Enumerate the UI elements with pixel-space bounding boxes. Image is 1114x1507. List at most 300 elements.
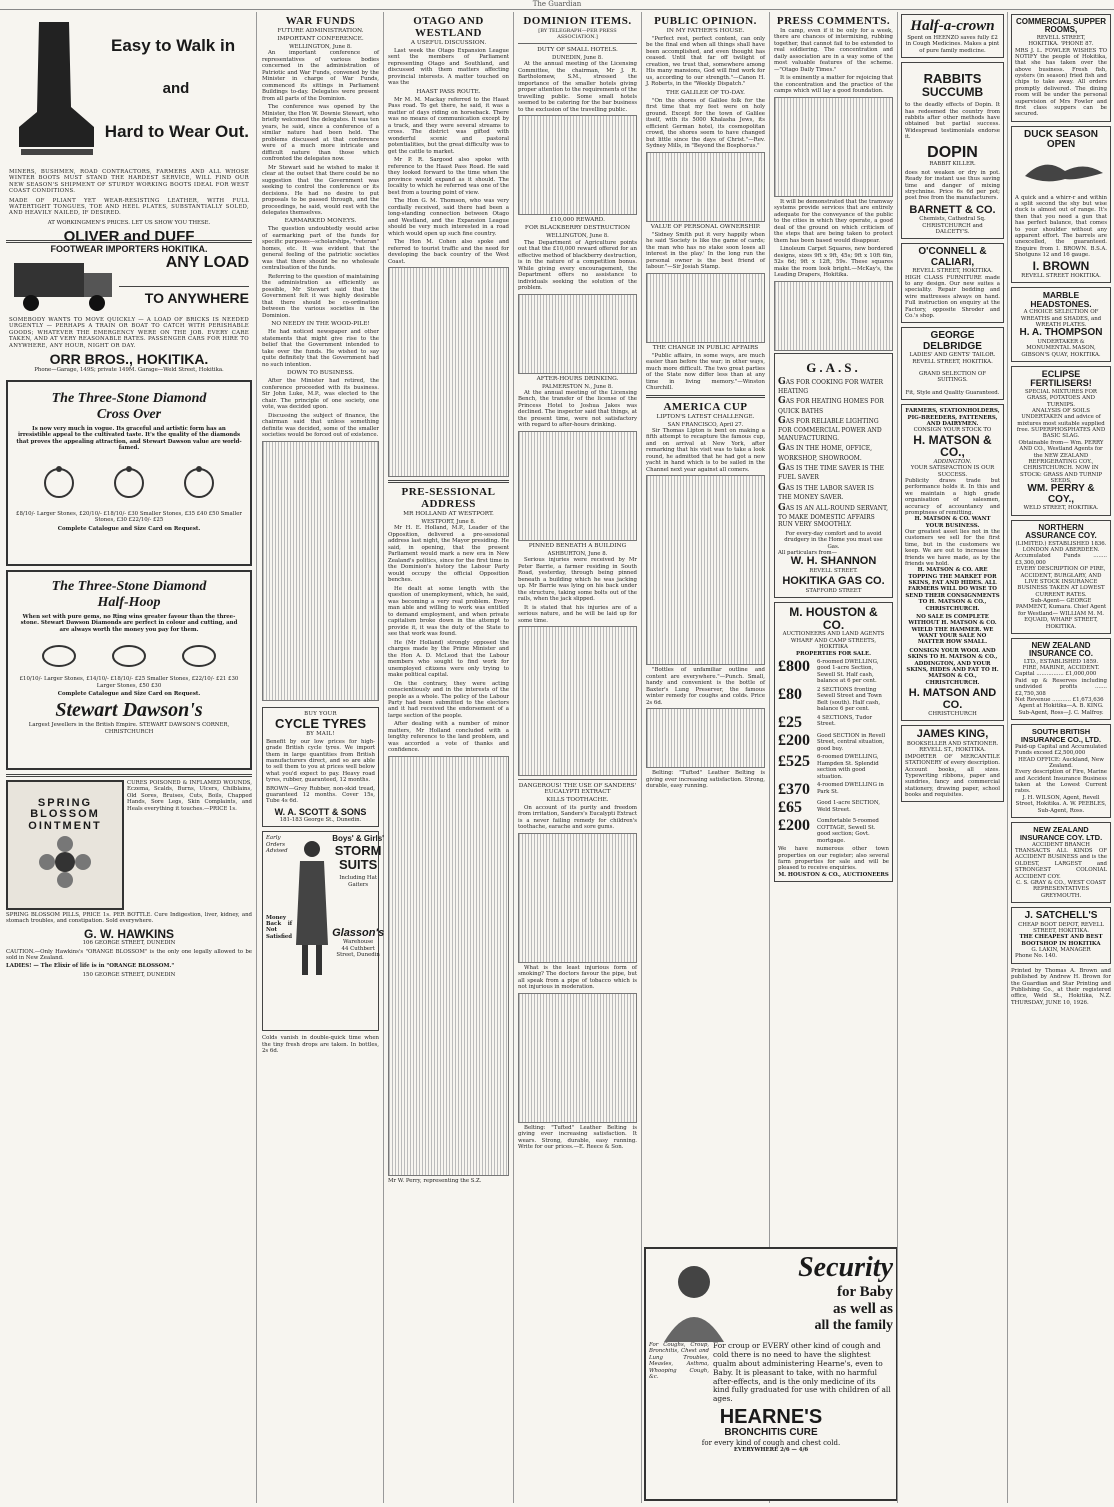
article-continuation <box>774 281 893 351</box>
dawson-firm-sub: Largest Jewellers in the British Empire. STEWART DAWSON'S CORNER, CHRISTCHURCH <box>28 722 230 735</box>
article-continuation <box>646 475 765 665</box>
otago-p4: The Hon G. M. Thomson, who was very cordially received, said there had been a long-standing connection between Otago and Westland, and the Expansion League should be very much interested in a road which would open up such fine country. <box>388 198 509 237</box>
boot-body: MINERS, BUSHMEN, ROAD CONTRACTORS, FARMERS AND ALL WHOSE WINTER BOOTS MUST STAND THE HARDEST SERVICE, WILL FIND OUR NEW SEASON'S SHIPMENT OF STURDY WORKING BOOTS IDEAL FOR WEST COAST CONDITIONS. <box>9 169 249 195</box>
gas-line <box>778 483 889 502</box>
article-continuation <box>518 626 637 776</box>
flower-icon <box>35 832 95 892</box>
hoop-illustrations <box>11 636 247 676</box>
dangerous-p6: On account of its purity and freedom from irritation, Sanders's Eucalypti Extract is a never failing remedy for children's toothache, earache and sore gums. <box>518 805 637 831</box>
halfcrown-ad <box>901 14 1004 58</box>
boot-firm-sub: FOOTWEAR IMPORTERS HOKITIKA. <box>50 243 208 254</box>
article-continuation <box>518 993 637 1123</box>
dawson-cross-ad <box>6 380 252 566</box>
gas-firm: HOKITIKA GAS CO. <box>782 575 885 588</box>
duck-line-1: DUCK SEASON <box>1024 128 1098 140</box>
dawson-hoop-title-2: Half-Hoop <box>97 595 161 610</box>
gas-initial: G <box>778 463 786 474</box>
gas-title: G.A.S. <box>806 359 861 375</box>
article-continuation <box>388 267 509 477</box>
storm-money: Money Back if Not Satisfied <box>266 914 293 940</box>
hearnes-left: For Coughs, Croup, Bronchitis, Chest and Lung Troubles, Measles, Asthma, Whooping Cough, &c. <box>649 1342 709 1380</box>
marble-firm: H. A. THOMPSON <box>1019 327 1103 339</box>
dawson-cross-title-2: Cross Over <box>96 407 162 422</box>
dawson-firm: Stewart Dawson's <box>55 699 203 722</box>
boot-ad <box>6 14 252 254</box>
marble-sub: UNDERTAKER & MONUMENTAL MASON, <box>1026 338 1096 352</box>
storm-addr: 44 Cuthbert Street, Dunedin <box>336 945 380 959</box>
opinion-p3: "Sidney Smith put it very happily when he said 'Society is like the game of cards; the man who has no stake soon loses all interest in the play.' In the long run the personal owner is the best friend of labour."—Sir Josiah Stamp. <box>646 231 765 271</box>
article-continuation <box>518 431 637 541</box>
nzins-capital: Capital ................ £1,000,000 <box>1015 671 1097 678</box>
dopin-sub: RABBIT KILLER. <box>929 161 976 168</box>
haast-head: HAAST PASS ROUTE. <box>416 88 481 95</box>
opinion-p1: "Perfect rest, perfect content, can only be the final end when all things shall have been accomplished, and even thought has ceased. Until that far off twilight of creation, we trust that, somewhere among His many mansions, God will find work for us, according to our strength."—Canon H. J. Roberts, in the "Weekly Dispatch." <box>646 36 765 88</box>
south-body: Every description of Fire, Marine and Accident Insurance Business taken at the Lowest Current rates. <box>1015 769 1107 795</box>
presessional-p4: On the contrary, they were acting conscientiously and in the interests of the people as a whole. The policy of the Labour Party had been submitted to the electors and it had received the endorsement of a large section of the people. <box>388 680 509 719</box>
after-hours-p3: At the annual meeting of the Licensing Bench, the transfer of the license of the Princess Hotel to Joshua Jakes was declined. The inspector said that things, at the present time, were not satisfactory with regard to after-hours drinking. <box>518 389 637 429</box>
pinned-dateline: ASHBURTON, June 8. <box>547 550 608 557</box>
nzins-agent: Agent at Hokitika—A. B. KING. Sub-Agent, Ross—J. C. Malfroy. <box>1018 703 1104 716</box>
ring-illustrations <box>11 455 247 511</box>
press-p1: In camp, even if it be only for a week, there are chances of intermixing, rubbing together, that cannot fail to be extended to real soldiering. The concentration and daily association are in a way some of the most valuable features of the scheme.—"Otago Daily Times." <box>774 28 893 73</box>
lot-text: 6-roomed DWELLING, good 1-acre Section, Sewell St. Half cash, balance at 6 per cent. <box>817 658 879 685</box>
houston-prop: PROPERTIES FOR SALE. <box>796 650 871 657</box>
war-funds-p1: An important conference of representatives of various bodies concerned in the administration of Patriotic and War Funds, convened by the Minister in charge of War Funds, commenced its sittings in Parliament Buildings to-day. Delegates were present from all parts of the Dominion. <box>262 50 379 102</box>
value-head: VALUE OF PERSONAL OWNERSHIP. <box>650 223 761 230</box>
boot-prices: AT WORKINGMEN'S PRICES. LET US SHOW YOU THESE. <box>47 219 211 226</box>
lot-price: £25 <box>778 713 802 731</box>
eclipse-ad <box>1011 366 1111 516</box>
press-head: PRESS COMMENTS. <box>776 15 891 27</box>
commercial-phone: HOKITIKA. 'PHONE 87. <box>1028 41 1094 48</box>
press-p3: It will be demonstrated that the tramway systems provide services that are entirely adequate for the conveyance of the public to the cities in which they operate, a good deal of the ground on which criticism of the steps that are being taken to protect them has been based would disappear. <box>774 198 893 244</box>
rabbits-body-2: does not weaken or dry in pot. Ready for instant use thus saving time and danger of mixing strychnine. Price 6s 6d per pot; post free from the manufacturers. <box>905 169 1000 202</box>
war-funds-p8: Discussing the subject of finance, the chairman said that unless something definite was decided, some of the smaller societies would be forced out of existence. <box>262 412 379 439</box>
load-ad <box>6 243 252 376</box>
storm-top <box>266 834 385 985</box>
gas-line <box>778 396 889 415</box>
matson-sale: NO SALE IS COMPLETE WITHOUT H. MATSON & CO. WIELD THE HAMMER. WE WANT YOUR SALE NO MATTER HOW SMALL. <box>908 613 997 646</box>
opinion-head: PUBLIC OPINION. <box>654 15 757 27</box>
blossom-ladies: LADIES! — The Elixir of life is in "ORANGE BLOSSOM." <box>6 963 175 970</box>
war-funds-sub-1: FUTURE ADMINISTRATION. <box>277 28 364 34</box>
houston-sub: AUCTIONEERS AND LAND AGENTS <box>782 631 885 638</box>
cycle-tyres-ad <box>262 707 379 828</box>
america-head: AMERICA CUP <box>663 400 748 413</box>
houston-sign: M. HOUSTON & CO., AUCTIONEERS <box>778 871 889 878</box>
duck-body: A quick and a whirr-r and within a split second the shy but wise duck is almost out of range. It's then that you need a gun that has perfect balance, that comes to your shoulder without any apparent effort. The barrels are unexcelled, the guaranteed. Enquire from I. BROWN. B.S.A. Shotguns 12 and 16 gauge. <box>1015 194 1107 259</box>
nzins-ad <box>1011 638 1111 720</box>
hearnes-sub-2: as well as <box>833 1301 893 1317</box>
war-funds-sub-2: IMPORTANT CONFERENCE. <box>277 36 364 42</box>
commercial-body: MRS J. L. FOWLER WISHES TO NOTIFY the people of Hokitika, that she has taken over the above business. Fresh fish, oysters (in season) fried fish and chips to take away. All orders promptly delivered. The dining room will be under the personal supervision of Mrs Fowler and first class suppers can be secured. <box>1015 47 1107 118</box>
opinion-p4: "Public affairs, in some ways, are much easier than before the war; in other ways, much more difficult. The two great parties of the State now differ less than at any time in living memory."—Winston Churchill. <box>646 352 765 392</box>
blossom-footer: 150 GEORGE STREET, DUNEDIN <box>82 971 176 978</box>
northern-body: EVERY DESCRIPTION OF FIRE, ACCIDENT, BURGLARY, AND LIVE STOCK INSURANCE BUSINESS TAKEN AT LOWEST CURRENT RATES. <box>1016 566 1106 598</box>
dangerous-head: DANGEROUS! THE USE OF SANDERS' EUCALYPTI EXTRACT <box>518 783 637 795</box>
satchell-body: THE CHEAPEST AND BEST BOOTSHOP IN HOKITIKA <box>1019 934 1103 947</box>
column-6 <box>770 12 898 1503</box>
oconnell-firm: O'CONNELL & CALIARI, <box>918 246 987 268</box>
nzins-firm: NEW ZEALAND INSURANCE CO. <box>1028 640 1093 659</box>
barnett-sub: Chemists, Cathedral Sq. CHRISTCHURCH and DALCETY'S. <box>919 216 986 235</box>
nzins2-agent: C. S. GRAY & CO., WEST COAST REPRESENTATIVES GREYMOUTH. <box>1016 879 1106 899</box>
cycle-address: 181-183 George St., Dunedin. <box>279 817 362 824</box>
load-ad-top <box>9 249 249 317</box>
gas-initial: G <box>778 443 786 454</box>
boot-headline <box>103 17 249 167</box>
imprint: Printed by Thomas A. Brown and published by Andrew H. Brown for the Guardian and Star Printing and Publishing Co., at their registered office, Weld St., Hokitika, N.Z. THURSDAY, JUNE 10, 1926. <box>1011 967 1111 1006</box>
hearnes-sub-1: for Baby <box>837 1284 893 1300</box>
load-firm: ORR BROS., HOKITIKA. <box>49 350 209 367</box>
lipton-head: LIPTON'S LATEST CHALLENGE. <box>656 413 755 420</box>
delbridge-fit: Fit, Style and Quality Guaranteed. <box>905 389 1000 396</box>
storm-title-3: SUITS <box>339 856 378 872</box>
boot-firm: OLIVER and DUFF <box>63 228 195 245</box>
cycle-title: CYCLE TYRES <box>274 715 366 731</box>
cycle-brown: BROWN—Grey Rubber, non-skid tread, guaranteed 12 months. Cover 15s, Tube 4s 6d. <box>266 785 375 805</box>
duck-icon <box>1015 151 1113 191</box>
cycle-head: BUY YOUR <box>304 710 337 717</box>
duck-ad <box>1011 126 1111 284</box>
delbridge-ad <box>901 327 1004 400</box>
matson-sign-sub: CHRISTCHURCH <box>928 711 977 718</box>
eclipse-firm: WM. PERRY & COY., <box>1027 483 1095 505</box>
matson-sat: YOUR SATISFACTION IS OUR SUCCESS. <box>910 465 995 478</box>
lot-text: Good SECTION in Revell Street, central situation, good buy. <box>817 732 886 752</box>
matson-want: H. MATSON & CO. WANT YOUR BUSINESS. <box>914 516 991 529</box>
divider <box>646 395 765 398</box>
rabbits-body: to the deadly effects of Dopin. It has redeemed the country from rabbits after other methods have obtained but partial success. Widespread testimonials endorse it. <box>905 102 1000 141</box>
change-head: THE CHANGE IN PUBLIC AFFAIRS <box>652 344 759 351</box>
gas-ad <box>774 353 893 599</box>
nzins2-body: TRANSACTS ALL KINDS OF ACCIDENT BUSINESS and is the OLDEST, LARGEST and STRONGEST COLONIAL ACCIDENT COY. <box>1015 848 1107 880</box>
lot-text: 4 SECTIONS, Tudor Street. <box>817 714 873 728</box>
gas-line-text: AS FOR RELIABLE LIGHTING FOR COMMERCIAL POWER AND MANUFACTURING. <box>778 418 882 442</box>
war-funds-p7: After the Minister had retired, the conference proceeded with its business. Sir John Luke, M.P., was elected to the chair. The principle of one society, one vote, was decided upon. <box>262 378 379 411</box>
presessional-p3: He (Mr Holland) strongly opposed the charges made by the Prime Minister and the Hon A. D. McLeod that the Labour members who sought to find work for unemployed citizens were only trying to make political capital. <box>388 639 509 679</box>
blossom-text-block <box>127 780 252 910</box>
otago-head: OTAGO AND WESTLAND <box>413 15 484 39</box>
storm-incl: Including Hat Gaiters <box>339 875 377 888</box>
presessional-head: PRE-SESSIONAL ADDRESS <box>401 486 496 511</box>
marble-head: MARBLE HEADSTONES. <box>1030 290 1092 310</box>
baxter-p6: "Bottles of unfamiliar outline and content are everywhere."—Punch. Small, handy and convenient is the bottle of Baxter's Lung Preserver, the famous winter remedy for coughs and colds. Price 2s 6d. <box>646 667 765 706</box>
blossom-logo <box>6 780 124 910</box>
eclipse-body-2: Obtainable from— Wm. PERRY AND CO., Westland Agents for the NEW ZEALAND REFRIGERATING COY., CHRISTCHURCH. NOW IN STOCK: GRASS AND TURNIP SEEDS, <box>1018 439 1104 485</box>
gas-note: For every-day comfort and to avoid drudgery in the Home you must use Gas. <box>784 530 883 550</box>
boot-body-2: MADE OF PLIANT YET WEAR-RESISTING LEATHER, WITH FULL WATERTIGHT TONGUES, TOE AND HEEL PLATES, SUBSTANTIALLY SOLED, AND HEAVILY NAILED, IF DESIRED. <box>9 197 249 217</box>
kills-head: KILLS TOOTHACHE. <box>546 797 609 803</box>
nzins-income: Net Revenue ........... £1,673,636 <box>1015 696 1104 703</box>
blossom-address: 106 GEORGE STREET, DUNEDIN <box>82 940 176 947</box>
storm-foot: Colds vanish in double-quick time when the tiny fresh drops are taken. In bottles, 2s 6d. <box>262 1035 379 1055</box>
war-funds-p4: The question undoubtedly would arise of earmarking part of the funds for specific purposes—scholarships, "veteran" homes, etc. It was evident that the general feeling of the patriotic societies was that there should be no wholesale centralisation of the funds. <box>262 226 379 272</box>
halfcrown-title: Half-a-crown <box>910 18 995 34</box>
duck-line-2: OPEN <box>1046 139 1076 151</box>
property-lot <box>778 818 889 844</box>
gas-line-text: AS IS THE LABOR SAVER IS THE MONEY SAVER. <box>778 484 874 502</box>
rabbits-line-2: SUCCUMB <box>921 84 984 99</box>
opinion-p2: "On the shores of Galilee folk for the first time that my feet were on holy ground. Except for the town of Galilee itself, with its 5000 Khalasha Jews, its efficient German hotel, its cosmopolitan crowd, the shores seem to have changed but little since the days of Christ."—Rev. Sydney Mills, in "Beyond the Bosphorus." <box>646 97 765 150</box>
reward-dateline: WELLINGTON, June 8. <box>546 233 609 240</box>
south-capital: Paid-up Capital and Accumulated Funds exceed £2,500,000 <box>1015 743 1107 757</box>
pinned-head: PINNED BENEATH A BUILDING <box>528 542 627 549</box>
boot-line-3: Hard to Wear Out. <box>104 121 249 141</box>
king-ad <box>901 725 1004 802</box>
hearnes-title: Security <box>798 1252 893 1283</box>
divider <box>388 480 509 483</box>
matson-body-2: Our greatest asset lies not in the customers we sell for the first time, but in the customers we keep. We are out to increase the friends we have made, as by the friends we hold. <box>905 529 1000 567</box>
lot-price: £65 <box>778 799 802 817</box>
property-lot <box>778 715 889 731</box>
cycle-body: Benefit by our low prices for high-grade British cycle tyres. We import them in large quantities from British manufacturers direct, and so are able to sell them to you at prices well below what you'd expect to pay. Heavy road tyres, rubber, guaranteed, 12 months. <box>266 738 375 784</box>
otago-sub: A USEFUL DISCUSSION. <box>410 40 487 46</box>
oconnell-body: HIGH CLASS FURNITURE made to any design. Our new suites a speciality. Repair bedding and wire mattresses always on hand. Full instruction on enquiry at the Factory, opposite Shroder and Co.'s shop. <box>905 274 1000 319</box>
column-7 <box>898 12 1008 1503</box>
lot-price: £80 <box>778 685 802 703</box>
nzins-sub: LTD., ESTABLISHED 1859. <box>1023 658 1099 665</box>
presessional-p2: He dealt at some length with the question of unemployment, which, he said, was becoming a very real problem. Every man able and willing to work was entitled to demand employment, and when private capitalism broke down in the attempt to provide it, it was the duty of the State to see that work was found. <box>388 585 509 638</box>
northern-funds: Accumulated Funds ........ £3,300,000 <box>1015 553 1107 566</box>
south-firm: SOUTH BRITISH INSURANCE CO., LTD. <box>1020 727 1102 744</box>
oconnell-ad <box>901 243 1004 323</box>
gas-initial: G <box>778 416 786 427</box>
dawson-cross-body: Is now very much in vogue. Its graceful and artistic form has an irresistible appeal to the cultivated taste. It's the quality of the diamonds that proves the appealing attraction, and Stewart Dawson value are world-famed. <box>16 426 242 452</box>
needy-head: NO NEEDY IN THE WOOD-PILE! <box>271 321 370 328</box>
dawson-cross-prices: £8/10/- Larger Stones, £20/10/- £18/10/- £30 Smaller Stones, £35 £40 £50 Smaller Stones, £30 £22/10/- £25 <box>16 510 242 523</box>
duck-firm: I. BROWN <box>1032 259 1090 274</box>
earmarked-head: EARMARKED MONEYS. <box>284 218 357 225</box>
article-continuation <box>518 294 637 374</box>
gas-particulars: All particulars from— <box>778 550 837 557</box>
northern-firm: NORTHERN ASSURANCE COY. <box>1025 522 1097 541</box>
dawson-hoop-prices: £10/10/- Larger Stones, £14/10/- £18/10/- £25 Smaller Stones, £22/10/- £21 £30 Larger Stones, £50 £30 <box>19 676 239 689</box>
gas-line <box>778 416 889 442</box>
war-funds-p6: He had noticed newspaper and other statements that might give rise to the belief that the Government intended to take over the funds. He wished to say quite definitely that the Government had no such intention. <box>262 329 379 368</box>
satchell-firm: J. SATCHELL'S <box>1024 910 1098 922</box>
load-body: SOMEBODY WANTS TO MOVE QUICKLY — A LOAD OF BRICKS IS NEEDED URGENTLY — PERHAPS A TRAIN OR BOAT TO CATCH WITH PERISHABLE GOODS; WHATEVER THE EMERGENCY WERE ON THE JOB. EVERY CARE TAKEN, AND AT VERY REASONABLE RATES. PASSENGER CARS FOR HIRE TO ANYWHERE, ANY HOUR, NIGHT OR DAY. <box>9 317 249 349</box>
matson-consign: CONSIGN YOUR STOCK TO <box>913 427 992 434</box>
eclipse-street: WELD STREET, HOKITIKA. <box>1023 505 1099 512</box>
lot-text: 2 SECTIONS fronting Sewell Street and Town Belt (south). Half cash, balance 6 per cent. <box>817 686 882 713</box>
king-street: REVELL ST., HOKITIKA. <box>919 747 986 754</box>
otago-p2: Mr M. M. Mackay referred to the Haast Pass road. To get there, he said, it was a matter of days riding on horseback. There was no means of communication except by a track, and they were several streams to cross. The district was gifted with wonderful scenic and pastoral potentialities, but the great difficulty was to get the cattle to market. <box>388 96 509 155</box>
load-line-2: TO ANYWHERE <box>119 286 249 306</box>
column-1 <box>2 12 257 1503</box>
column-3 <box>384 12 514 1503</box>
presessional-p1: Mr H. E. Holland, M.P., Leader of the Opposition, delivered a pre-sessional address last night, the Mayor presiding. He said, in opening, that the present Parliament would mark a new era in New Zealand's politics, since for the first time in the Dominion's history the Labour Party would occupy the official Opposition benches. <box>388 525 509 584</box>
delbridge-sub: LADIES' AND GENTS' TAILOR. <box>909 352 996 359</box>
gas-name: W. H. SHANNON <box>790 555 877 568</box>
satchell-phone: Phone No. 140. <box>1015 953 1058 960</box>
lot-price: £200 <box>778 817 810 835</box>
gas-initial: G <box>778 482 786 493</box>
belting-p8: Belting: "Tufted" Leather Belting is giving ever increasing satisfaction. It wears. Strong, durable, easy running. Write for our prices.—E. Reece & Son. <box>518 1124 637 1151</box>
storm-left <box>266 835 292 985</box>
otago-p5: The Hon M. Cohen also spoke and referred to tourist traffic and the need for developing the back country of the West Coast. <box>388 239 509 265</box>
hearnes-tag: for every kind of cough and chest cold. <box>701 1438 841 1447</box>
storm-suits-ad <box>262 831 385 1031</box>
reward-p2: The Department of Agriculture points out that the £10,000 reward offered for an effective method of blackberry destruction, is in the nature of a competition bonus. While giving every encouragement, the Department offers no assistance to individuals seeking the solution of the problem. <box>518 239 637 292</box>
dominion-head: DOMINION ITEMS. <box>523 15 632 27</box>
boot-ad-top <box>9 17 249 167</box>
otago-p3: Mr P. R. Sargood also spoke with reference to the Haast Pass Road. He said they looked forward to the time when the province would expand as it should. The locality to which he referred was one of the best from a touring point of view. <box>388 157 509 196</box>
pinned-p5: It is stated that his injuries are of a serious nature, and he will be laid up for some time. <box>518 604 637 624</box>
gas-line-text: AS IS THE TIME SAVER IS THE FUEL SAVER <box>778 465 885 482</box>
gas-initial: G <box>778 376 786 387</box>
masthead-text: The Guardian <box>532 0 582 8</box>
dawson-hoop-ad <box>6 570 252 770</box>
gas-initial: G <box>778 396 786 407</box>
gas-firm-street: STAFFORD STREET <box>805 587 862 594</box>
rabbits-ad <box>901 62 1004 239</box>
press-advert: Linoleum Carpet Squares, new bordered designs, sizes 9ft x 9ft, 45s; 9ft x 10ft 6in, 52s 6d; 9ft x 12ft, 59s. These squares make the room look bright.—McKay's, the Leading Drapers, Hokitika. <box>774 246 893 279</box>
king-firm: JAMES KING, <box>916 728 989 741</box>
dopin-brand: DOPIN <box>927 143 978 161</box>
hearnes-body: For croup or EVERY other kind of cough and cold there is no need to have the slightest qualm about administering Hearne's, even to Baby. It is pleasant to take, with no harmful after-effects, and is the only medicine of its kind fully graduated for use with children of all ages. <box>713 1341 891 1404</box>
hearnes-brand: HEARNE'S <box>719 1406 823 1429</box>
duck-street: REVELL STREET HOKITIKA. <box>1021 273 1101 279</box>
lot-price: £200 <box>778 731 810 749</box>
dominion-sub: [BY TELEGRAPH—PER PRESS ASSOCIATION.] <box>538 28 617 40</box>
matson-body: Publicity draws trade but performance holds it. In this and we maintain a high grade organisation of salesmen, accuracy of accountancy and promptness of remitting. <box>905 478 1000 516</box>
load-line-1: ANY LOAD <box>165 254 249 271</box>
article-continuation <box>774 97 893 197</box>
marble-street: GIBSON'S QUAY, HOKITIKA. <box>1021 351 1101 358</box>
lipton-dateline: SAN FRANCISCO, April 27. <box>667 421 744 428</box>
gas-line-text: AS FOR COOKING FOR WATER HEATING <box>778 378 884 395</box>
war-funds-p5: Referring to the question of maintaining the administration as efficiently as possible, Mr Stewart said that the Government felt it was highly desirable that there should be co-ordination between the various societies in the Dominion. <box>262 273 379 319</box>
commercial-street: REVELL STREET, <box>1036 34 1086 41</box>
storm-firm-sub: Warehouse <box>343 939 374 946</box>
gas-line <box>778 443 889 462</box>
satchell-ad <box>1011 907 1111 964</box>
blossom-ad <box>6 780 252 910</box>
gas-line <box>778 377 889 396</box>
commercial-firm: COMMERCIAL SUPPER ROOMS, <box>1015 17 1107 35</box>
war-funds-p3: Mr Stewart said he wished to make it clear at the outset that there could be no suggestion that the Government was seeking to control the conference or its decisions. He had no desire to put proposals to be passed through, and the proceedings, he said, would rest with the delegates themselves. <box>262 164 379 216</box>
lot-price: £525 <box>778 753 810 771</box>
boot-illustration <box>9 17 99 167</box>
duty-dateline: DUNEDIN, June 8. <box>552 55 603 61</box>
storm-firm: Glasson's <box>332 926 385 939</box>
commercial-ad <box>1011 14 1111 122</box>
opinion-sub: IN MY FATHER'S HOUSE. <box>666 28 745 34</box>
ring-icon <box>19 458 239 508</box>
barnett-firm: BARNETT & CO. <box>909 203 996 216</box>
article-continuation <box>388 756 509 1176</box>
property-lot <box>778 733 889 752</box>
nzins-accident-ad <box>1011 822 1111 903</box>
cycle-firm: W. A. SCOTT & SONS <box>274 806 367 817</box>
reward-head: £10,000 REWARD. <box>550 217 605 224</box>
hearnes-brand-sub: BRONCHITIS CURE <box>724 1427 818 1439</box>
article-continuation <box>518 115 637 215</box>
galilee-head: THE GALILEE OF TO-DAY. <box>665 89 746 96</box>
dawson-hoop-note: Complete Catalogue and Size Card on Request. <box>57 690 201 697</box>
matson-wool: CONSIGN YOUR WOOL AND SKINS TO H. MATSON & CO., ADDINGTON, AND YOUR SKINS, HIDES AND FAT TO H. MATSON & CO., CHRISTCHURCH. <box>906 647 999 686</box>
marble-body: A CHOICE SELECTION OF WREATHS and SHADES, and WREATH PLATES. <box>1020 309 1102 328</box>
houston-addr: WHARF AND CAMP STREETS, HOKITIKA <box>790 637 877 651</box>
blossom-firm: G. W. HAWKINS <box>84 926 174 941</box>
storm-title-2: STORM <box>334 842 382 858</box>
cycle-sub: BY MAIL! <box>306 730 335 737</box>
belting-p: Belting: "Tufted" Leather Belting is giving ever increasing satisfaction. Strong, durable, easy running. <box>646 770 765 790</box>
ring-icon <box>19 638 239 674</box>
matson-head: FARMERS, STATIONHOLDERS, PIG-BREEDERS, FATTENERS, AND DAIRYMEN. <box>905 408 1000 427</box>
war-funds-dateline: WELLINGTON, June 8. <box>289 44 352 50</box>
load-headline <box>119 249 249 317</box>
matson-place: ADDINGTON. <box>933 458 972 465</box>
business-head: DOWN TO BUSINESS. <box>287 370 354 377</box>
mother-child-icon <box>649 1252 739 1342</box>
presessional-sub: MR HOLLAND AT WESTPORT. <box>403 511 494 518</box>
property-lot <box>778 754 889 780</box>
blossom-text: CURES POISONED & INFLAMED WOUNDS, Eczema, Scalds, Burns, Ulcers, Chilblains, Old Sores, Bruises, Cuts, Boils, Chapped Hands, Sore Legs, Skin Complaints, and Heals everything it touches.—PRICE 1s. <box>127 780 252 812</box>
northern-sub: (LIMITED.) ESTABLISHED 1836. <box>1015 540 1107 547</box>
south-british-ad <box>1011 724 1111 818</box>
smoking-p7: What is the least injurious form of smoking? The doctors favour the pipe, but all speak from a pipe of tobacco which is not injurious in moderation. <box>518 964 637 991</box>
war-funds-head: WAR FUNDS <box>285 15 356 27</box>
duty-head: DUTY OF SMALL HOTELS. <box>537 47 618 53</box>
otago-p1: Last week the Otago Expansion League sent the members of Parliament representing Otago and Southland, and discussed with them matters affecting provincial interests. A matter touched on was the <box>388 48 509 87</box>
blossom-brand: SPRING BLOSSOM OINTMENT <box>28 796 102 832</box>
marble-ad <box>1011 287 1111 362</box>
dawson-hoop-body: When set with pure gems, no Ring wins greater favour than the three-stone. Stewart Dawson Diamonds are perfect in colour and cutting, and are always worth the money you pay for them. <box>20 614 238 633</box>
satchell-sign: G. LAKIN, MANAGER <box>1031 947 1091 954</box>
dawson-cross-note: Complete Catalogue and Size Card on Request. <box>57 526 201 533</box>
divider <box>518 43 637 44</box>
eclipse-sub: SPECIAL MIXTURES FOR GRASS, POTATOES AND TURNIPS. <box>1025 388 1097 408</box>
gas-line-text: AS FOR HEATING HOMES FOR QUICK BATHS <box>778 398 884 415</box>
property-lot <box>778 782 889 798</box>
property-lot <box>778 687 889 713</box>
divider <box>6 774 252 777</box>
presessional-dateline: WESTPORT, June 8. <box>421 519 476 526</box>
lot-price: £800 <box>778 657 810 675</box>
storm-right <box>332 835 384 985</box>
oconnell-street: REVELL STREET, HOKITIKA. <box>912 268 993 275</box>
gas-line <box>778 463 889 482</box>
delbridge-grand: GRAND SELECTION OF SUITINGS. <box>918 371 986 384</box>
rabbits-line-1: RABBITS <box>923 71 982 87</box>
lot-text: Good 1-acre SECTION, Weld Street. <box>817 800 880 813</box>
blossom-caution: CAUTION.—Only Hawkins's "ORANGE BLOSSOM" is the only one legally allowed to be sold in New Zealand. <box>6 948 252 962</box>
blackberry-head: FOR BLACKBERRY DESTRUCTION <box>524 225 631 232</box>
nzins2-firm: NEW ZEALAND INSURANCE COY. LTD. <box>1019 824 1103 842</box>
king-sub: BOOKSELLER AND STATIONER. <box>906 741 999 748</box>
dawson-cross-title-1: The Three-Stone Diamond <box>51 391 207 406</box>
article-continuation <box>262 441 379 701</box>
boot-icon <box>9 17 99 167</box>
nzins2-sub: ACCIDENT BRANCH <box>1031 841 1090 848</box>
war-funds-p2: The conference was opened by the Minister, the Hon W. Downie Stewart, who briefly welcomed the delegates. It was ten years, he said, since a conference of a similar nature had been held. The problems discussed at that conference were of a much more intricate and difficult nature than those which confronted the delegates now. <box>262 104 379 163</box>
article-continuation <box>646 273 765 343</box>
lot-price: £370 <box>778 781 810 799</box>
boot-line-1: Easy to Walk in <box>111 36 236 55</box>
child-figure-icon <box>292 835 332 985</box>
after-hours-head: AFTER-HOURS DRINKING. <box>536 375 619 382</box>
gas-line <box>778 503 889 529</box>
matson-sign: H. MATSON AND CO. <box>908 687 997 711</box>
houston-note: We have numerous other town properties on our register; also several farm properties for sale and will be pleased to receive enquiries. <box>778 846 889 872</box>
hearnes-foot: EVERYWHERE 2/6 — 4/6 <box>733 1446 809 1453</box>
presessional-p5: After dealing with a number of minor matters, Mr Holland concluded with a lengthy reference to the land problem, and was accorded a vote of thanks and confidence. <box>388 721 509 754</box>
article-continuation <box>518 833 637 963</box>
matson-ad <box>901 404 1004 721</box>
northern-ad <box>1011 520 1111 634</box>
